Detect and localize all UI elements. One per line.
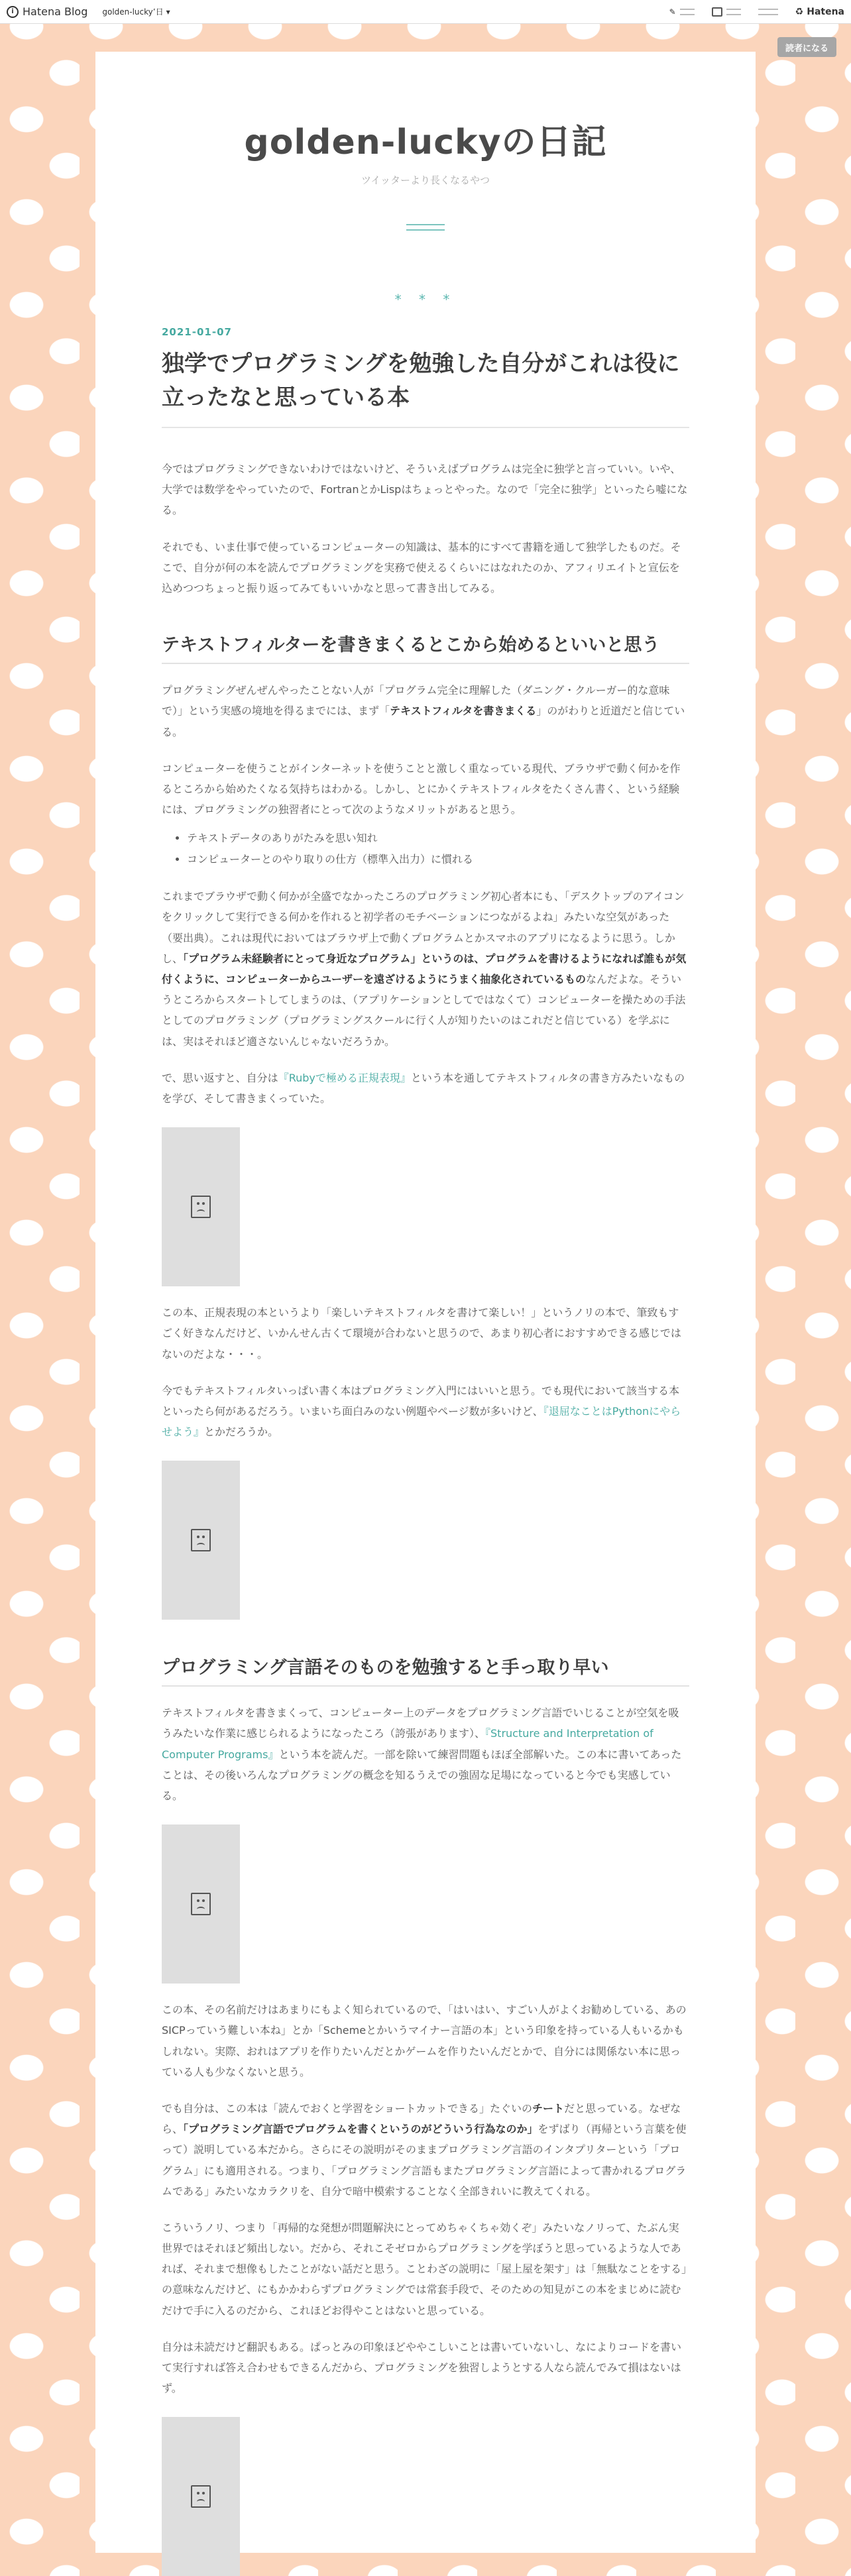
list-item: • コンピューターとのやり取りの仕方（標準入出力）に慣れる [187, 849, 689, 870]
menu-placeholder[interactable] [758, 9, 778, 15]
text-span: でも自分は、この本は「読んでおくと学習をショートカットできる」たぐいの [162, 2101, 533, 2115]
hatena-star-icon[interactable]: * * * [394, 292, 457, 308]
text-span: で、思い返すと、自分は [162, 1071, 278, 1084]
paragraph-intro-1: 今ではプログラミングできないわけではないけど、そういえばプログラムは完全に独学と言っていい。いや、大学では数学をやっていたので、FortranとかLispはちょっとやった。なので「完全に独学」といったら嘘になる。 [162, 463, 688, 517]
text-span: だと思っている。なぜなら、 [162, 2101, 681, 2136]
global-header [0, 0, 851, 24]
write-entry-button[interactable] [669, 7, 695, 17]
paragraph-s2-5: 自分は未読だけど翻訳もある。ぱっとみの印象ほどややこしいことは書いていないし、なによりコードを書いて実行すれば答え合わせもできるんだから、プログラミングを独習しようとする人なら読んでみて損はないはず。 [162, 2340, 682, 2395]
paragraph-s1-2: コンピューターを使うことがインターネットを使うことと激しく重なっている現代、ブラウザで動く何かを作るところから始めたくなる気持ちはわかる。しかし、とにかくテキストフィルタをたくさん書く、という経験には、プログラミングの独習者にとって次のようなメリットがあると思う。 [162, 761, 681, 816]
text-span: という本を読んだ。一部を除いて練習問題もほぼ全部解いた。この本に書いてあったことは、その後いろんなプログラミングの概念を知るうえでの強固な足場になっていると今でも実感している。 [162, 1748, 682, 1802]
entry-date[interactable]: 2021-01-07 [162, 326, 232, 338]
text-span: という本を通してテキストフィルタの書き方みたいなものを学び、そして書きまくっていた。 [162, 1071, 685, 1105]
broken-image-icon [191, 2485, 211, 2508]
paragraph-s2-2: この本、その名前だけはあまりにもよく知られているので、「はいはい、すごい人がよくお勧めしている、あのSICPっていう難しい本ね」とか「Schemeとかいうマイナー言語の本」という印象を持っている人もいるかもしれない。実際、おれはアプリを作りたいんだとかゲームを作りたいんだとかで、自分には関係ない本に思っている人も少なくないと思う。 [162, 2003, 687, 2078]
text-span: テキストフィルタを書きまくって、コンピューター上のデータをプログラミング言語でいじることが空気を吸うみたいな作業に感じられるようになったころ（誇張があります）、 [162, 1707, 679, 1740]
paragraph-s1-3 [162, 886, 689, 1052]
broken-image-icon [191, 1529, 211, 1551]
paragraph-s1-5: この本、正規表現の本というより「楽しいテキストフィルタを書けて楽しい！」というノリの本で、筆致もすごく好きなんだけど、いかんせん古くて環境が合わないと思うので、あまり初心者におすすめできる感じではないのだよな・・・。 [162, 1306, 681, 1361]
blog-main [95, 52, 756, 2553]
header-right-tools [669, 7, 844, 17]
paragraph-s2-3 [162, 2098, 689, 2202]
book-link-ruby-regex[interactable]: 『Rubyで極める正規表現』 [278, 1071, 411, 1084]
text-span: をずばり（再帰という言葉を使って）説明している本だから。さらにその説明がそのままプログラミング言語のインタプリターという「プログラム」にも適用される。つまり、「プログラミング言語もまたプログラミング言語によって書かれるプログラムである」みたいなカラクリを、自分で暗中模索することなく全部きれいに教えてくれる。 [162, 2123, 687, 2198]
blog-selector[interactable] [102, 6, 170, 17]
section-heading-language: プログラミング言語そのものを勉強すると手っ取り早い [162, 1653, 689, 1687]
blog-title[interactable]: golden-luckyの日記 [244, 123, 607, 162]
broken-image-icon [191, 1893, 211, 1915]
dashboard-placeholder [726, 9, 741, 15]
book-image-placeholder[interactable] [162, 1127, 240, 1286]
text-span: 」のがわりと近道だと信じている。 [162, 704, 685, 738]
paragraph-s1-4 [162, 1068, 689, 1109]
dashboard-button[interactable] [712, 7, 741, 17]
header-divider [406, 224, 445, 231]
bold-text: チート [532, 2101, 565, 2115]
text-span: 今でもテキストフィルタいっぱい書く本はプログラミング入門にはいいと思う。でも現代において該当する本といったら何があるだろう。いまいち面白みのない例題やページ数が多いけど、 [162, 1384, 679, 1418]
hatena-logo-icon: i [7, 6, 19, 18]
paragraph-s2-1 [162, 1703, 689, 1806]
paragraph-intro-2: それでも、いま仕事で使っているコンピューターの知識は、基本的にすべて書籍を通して独学したものだ。そこで、自分が何の本を読んでプログラミングを実務で使えるくらいにはなれたのか、アフィリエイトと宣伝を込めつつちょっと振り返ってみてもいいかなと思って書き出してみる。 [162, 540, 681, 594]
book-image-placeholder[interactable] [162, 2417, 240, 2576]
subscribe-button[interactable]: 読者になる [777, 37, 836, 57]
hatena-mark-icon: ♻ [795, 6, 804, 17]
write-entry-placeholder [680, 9, 695, 15]
entry-title[interactable]: 独学でプログラミングを勉強した自分がこれは役に立ったなと思っている本 [162, 347, 689, 428]
list-item: • テキストデータのありがたみを思い知れ [187, 828, 689, 849]
book-image-placeholder[interactable] [162, 1461, 240, 1620]
bold-text: テキストフィルタを書きまくる [390, 704, 537, 718]
dashboard-icon [712, 7, 722, 17]
text-span: なんだよな。そういうところからスタートしてしまうのは、（アプリケーションとしてではなくて）コンピューターを操ための手法としてのプログラミング（プログラミングスクールに行く人が知りたいのはこれだと信じている）を学ぶには、実はそれほど適さないんじゃないだろうか。 [162, 973, 686, 1048]
bold-text: 「プログラミング言語でプログラムを書くというのがどういう行為なのか」 [183, 2123, 538, 2136]
hatena-blog-label: Hatena Blog [23, 5, 88, 18]
paragraph-s1-1 [162, 680, 689, 742]
pencil-icon: ✎ [669, 7, 676, 17]
hatena-account-label: Hatena [807, 6, 844, 17]
broken-image-icon [191, 1196, 211, 1218]
paragraph-s1-6 [162, 1380, 689, 1443]
merit-list [162, 828, 689, 870]
book-link-python[interactable]: 『退屈なことはPythonにやらせよう』 [162, 1404, 681, 1439]
blog-header [95, 52, 756, 231]
book-link-sicp[interactable]: 『Structure and Interpretation of Computer Programs』 [162, 1727, 653, 1761]
text-span: これまでブラウザで動く何かが全盛でなかったころのプログラミング初心者本にも、「デスクトップのアイコンをクリックして実行できる何かを作れると初学者のモチベーションにつながるよね」みたいな空気があった（要出典）。これは現代においてはブラウザ上で動くプログラムとかスマホのアプリになるように思う。しかし、 [162, 890, 685, 965]
hatena-account-menu[interactable] [795, 7, 844, 17]
book-image-placeholder[interactable] [162, 1824, 240, 1984]
section-heading-text-filter: テキストフィルターを書きまくるとこから始めるといいと思う [162, 630, 689, 664]
entry-article [95, 326, 756, 2576]
text-span: プログラミングぜんぜんやったことない人が「プログラム完全に理解した（ダニング・クルーガー的な意味で）」という実感の境地を得るまでには、まず「 [162, 684, 670, 718]
chevron-down-icon: ▾ [166, 7, 170, 17]
blog-selector-label: golden-lucky’日 [102, 7, 164, 17]
text-span: とかだろうか。 [204, 1426, 279, 1439]
paragraph-s2-4: こういうノリ、つまり「再帰的な発想が問題解決にとってめちゃくちゃ効くぞ」みたいなノリって、たぶん実世界ではそれほど頻出しない。だから、それこそゼロからプログラミングを学ぼうと思っているような人であれば、それまで想像もしたことがない話だと思う。ことわざの説明に「屋上屋を架す」は「無駄なことをする」の意味なんだけど、にもかかわらずプログラミングでは常套手段で、そのための知見がこの本をまじめに読むだけで手に入るのだから、これほどお得やことはないと思っている。 [162, 2221, 687, 2317]
blog-description: ツイッターより長くなるやつ [361, 174, 490, 186]
hatena-blog-logo[interactable] [7, 5, 87, 18]
bold-text: 「プログラム未経験者にとって身近なプログラム」というのは、プログラムを書けるようになれば誰もが気付くように、コンピューターからユーザーを遠ざけるようにうまく抽象化されているもの [162, 952, 687, 985]
